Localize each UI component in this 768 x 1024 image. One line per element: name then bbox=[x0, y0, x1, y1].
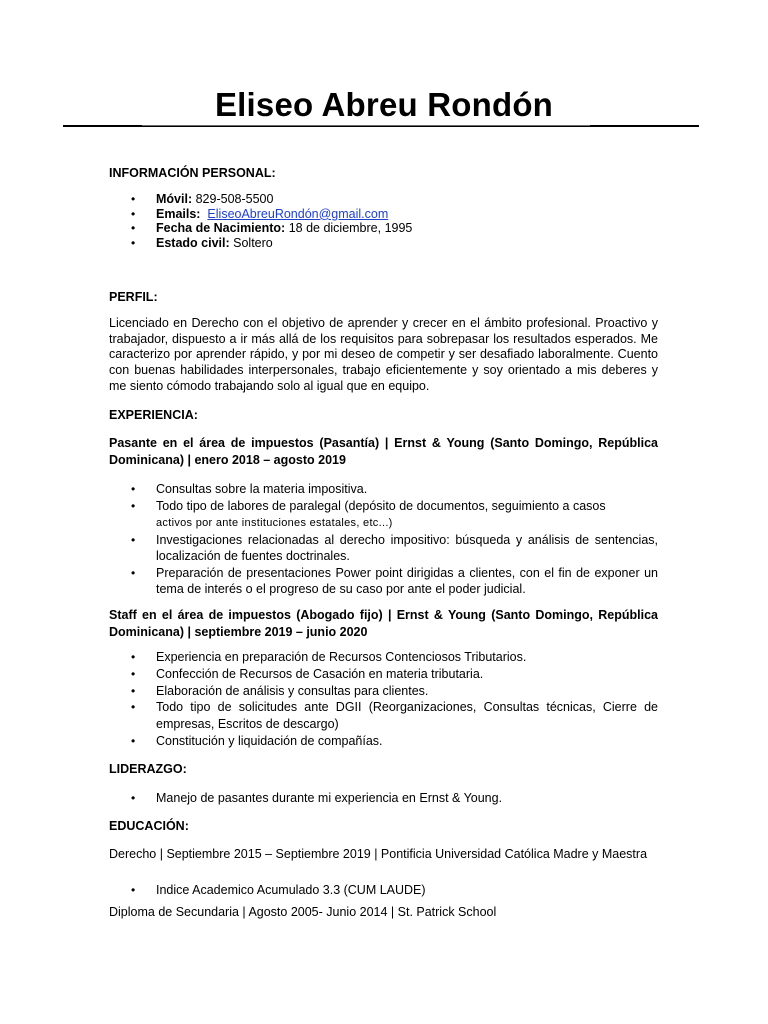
list-item-emails bbox=[109, 207, 659, 222]
liderazgo-list bbox=[109, 790, 659, 806]
education-list bbox=[109, 882, 659, 898]
list-item: • Manejo de pasantes durante mi experiencia en Ernst & Young. bbox=[109, 790, 659, 806]
list-item bbox=[109, 498, 658, 532]
section-heading-educacion: EDUCACIÓN: bbox=[109, 819, 189, 833]
education-degree: Derecho | Septiembre 2015 – Septiembre 2019 | Pontificia Universidad Católica Madre y Maestra bbox=[109, 847, 648, 861]
civil-label: Estado civil: bbox=[156, 236, 230, 251]
job-2-duties bbox=[109, 649, 659, 750]
list-item: • Consultas sobre la materia impositiva. bbox=[109, 481, 658, 498]
list-item: • Indice Academico Acumulado 3.3 (CUM LAUDE) bbox=[109, 882, 659, 898]
list-item: • Todo tipo de solicitudes ante DGII (Reorganizaciones, Consultas técnicas, Cierre de empresas, Escritos de descargo) bbox=[109, 699, 658, 733]
birth-value: 18 de diciembre, 1995 bbox=[288, 221, 413, 236]
list-item-civil bbox=[109, 236, 659, 251]
job-title-2: Staff en el área de impuestos (Abogado fijo) | Ernst & Young (Santo Domingo, República Dominicana) | septiembre 2019 – junio 2020 bbox=[109, 608, 658, 639]
email-link[interactable]: EliseoAbreuRondón@gmail.com bbox=[207, 206, 389, 221]
list-item: • Preparación de presentaciones Power point dirigidas a clientes, con el fin de exponer un tema de interés o el progreso de su caso por ante el poder judicial. bbox=[109, 565, 658, 598]
job-1-duties bbox=[109, 481, 659, 598]
section-heading-personal: INFORMACIÓN PERSONAL: bbox=[109, 166, 276, 180]
section-heading-liderazgo: LIDERAZGO: bbox=[109, 762, 187, 776]
civil-value: Soltero bbox=[233, 236, 273, 251]
list-item-birth bbox=[109, 221, 659, 236]
list-item: • Confección de Recursos de Casación en materia tributaria. bbox=[109, 666, 658, 683]
perfil-paragraph: Licenciado en Derecho con el objetivo de aprender y crecer en el ámbito profesional. Proactivo y trabajador, dispuesto a ir más allá de los requisitos para sobrepasar los resultados esperados. Me caracterizo por aprender rápido, y por mi deseo de competir y ser desafiado laboralmente. Cuento con buenas habilidades interpersonales, trabajo eficientemente y soy orientado a mis deberes y me siento cómodo trabajando solo al igual que en equipo. bbox=[109, 316, 658, 393]
job-title-1: Pasante en el área de impuestos (Pasantía) | Ernst & Young (Santo Domingo, República Dominicana) | enero 2018 – agosto 2019 bbox=[109, 436, 658, 467]
title-divider-accent bbox=[142, 125, 590, 126]
emails-label: Emails: bbox=[156, 206, 201, 221]
list-item: • Constitución y liquidación de compañías. bbox=[109, 733, 658, 750]
birth-label: Fecha de Nacimiento: bbox=[156, 221, 286, 236]
list-item-text: Todo tipo de labores de paralegal (depósito de documentos, seguimiento a casos bbox=[156, 498, 606, 513]
education-secondary: Diploma de Secundaria | Agosto 2005- Junio 2014 | St. Patrick School bbox=[109, 905, 497, 919]
section-heading-perfil: PERFIL: bbox=[109, 290, 158, 304]
list-item: • Elaboración de análisis y consultas para clientes. bbox=[109, 683, 658, 700]
resume-name: Eliseo Abreu Rondón bbox=[214, 86, 554, 123]
movil-value: 829-508-5500 bbox=[195, 192, 274, 206]
list-item: • Investigaciones relacionadas al derecho impositivo: búsqueda y análisis de sentencias, localización de fuentes doctrinales. bbox=[109, 532, 658, 565]
list-item-movil bbox=[109, 192, 659, 207]
movil-label: Móvil: bbox=[156, 192, 193, 206]
list-item: • Experiencia en preparación de Recursos Contenciosos Tributarios. bbox=[109, 649, 658, 666]
list-item-text-continued: activos por ante instituciones estatales, etc...) bbox=[156, 517, 393, 529]
personal-info-list bbox=[109, 192, 659, 251]
section-heading-experiencia: EXPERIENCIA: bbox=[109, 408, 198, 422]
